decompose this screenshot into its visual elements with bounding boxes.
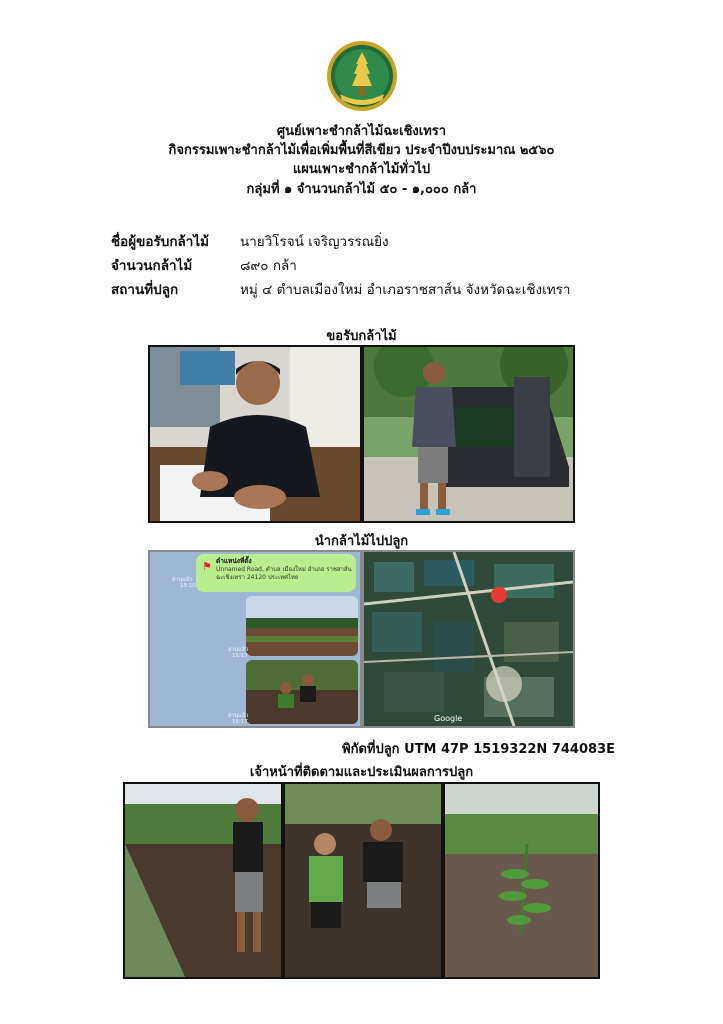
quantity-value: ๘๙๐ กล้า	[240, 258, 297, 274]
car-scene	[364, 347, 573, 521]
read-receipt-2: อ่านแล้ว	[228, 647, 249, 653]
location-text: Unnamed Road, ตำบล เมืองใหม่ อำเภอ ราชสาส์น ฉะเชิงเทรา 24120 ประเทศไทย	[216, 566, 352, 581]
photo-monitor-3	[443, 782, 600, 979]
monitor-scene-1	[125, 784, 281, 977]
time-3: 15:17	[232, 719, 248, 725]
applicant-value: นายวิโรจน์ เจริญวรรณยิ่ง	[240, 234, 389, 250]
monitor-scene-3	[445, 784, 598, 977]
quantity-label: จำนวนกล้าไม้	[111, 258, 193, 274]
photo-monitor-2	[283, 782, 443, 979]
time-1: 15:10	[180, 583, 196, 589]
chat-photo-planting	[246, 660, 358, 724]
read-receipt-3: อ่านแล้ว	[228, 713, 249, 719]
planting-photo	[246, 660, 358, 724]
satellite-image	[364, 552, 573, 726]
photo-signing	[148, 345, 362, 523]
chat-photo-field	[246, 596, 358, 656]
time-2: 15:17	[232, 653, 248, 659]
photo-monitor-1	[123, 782, 283, 979]
location-title: ตำแหน่งที่ตั้ง	[216, 557, 252, 565]
header-line-4: กลุ่มที่ ๑ จำนวนกล้าไม้ ๕๐ - ๑,๐๐๐ กล้า	[246, 182, 477, 197]
chat-screenshot	[148, 550, 362, 728]
field-photo	[246, 596, 358, 656]
section-planting-title: นำกล้าไม้ไปปลูก	[314, 534, 409, 549]
applicant-label: ชื่อผู้ขอรับกล้าไม้	[111, 234, 210, 250]
location-bubble	[196, 554, 356, 592]
header-line-3: แผนเพาะชำกล้าไม้ทั่วไป	[292, 162, 431, 177]
header-line-1: ศูนย์เพาะชำกล้าไม้ฉะเชิงเทรา	[276, 124, 447, 139]
monitor-scene-2	[285, 784, 441, 977]
section-monitoring-title: เจ้าหน้าที่ติดตามและประเมินผลการปลูก	[249, 765, 474, 780]
google-watermark: Google	[434, 714, 463, 723]
seal-logo	[326, 40, 398, 112]
location-value: หมู่ ๔ ตำบลเมืองใหม่ อำเภอราชสาส์น จังหวัดฉะเชิงเทรา	[240, 282, 571, 298]
map-pin-icon: ⬤	[490, 584, 508, 603]
location-label: สถานที่ปลูก	[111, 282, 179, 298]
photo-car	[362, 345, 575, 523]
satellite-map	[362, 550, 575, 728]
signing-scene	[150, 347, 360, 521]
location-pin-icon: ⚑	[202, 560, 212, 573]
read-receipt-1: อ่านแล้ว	[172, 577, 193, 583]
header-line-2: กิจกรรมเพาะชำกล้าไม้เพื่อเพิ่มพื้นที่สีเขียว ประจำปีงบประมาณ ๒๕๖๐	[168, 143, 555, 158]
planting-coordinates: พิกัดที่ปลูก UTM 47P 1519322N 744083E	[342, 742, 615, 757]
section-receive-title: ขอรับกล้าไม้	[326, 329, 397, 344]
